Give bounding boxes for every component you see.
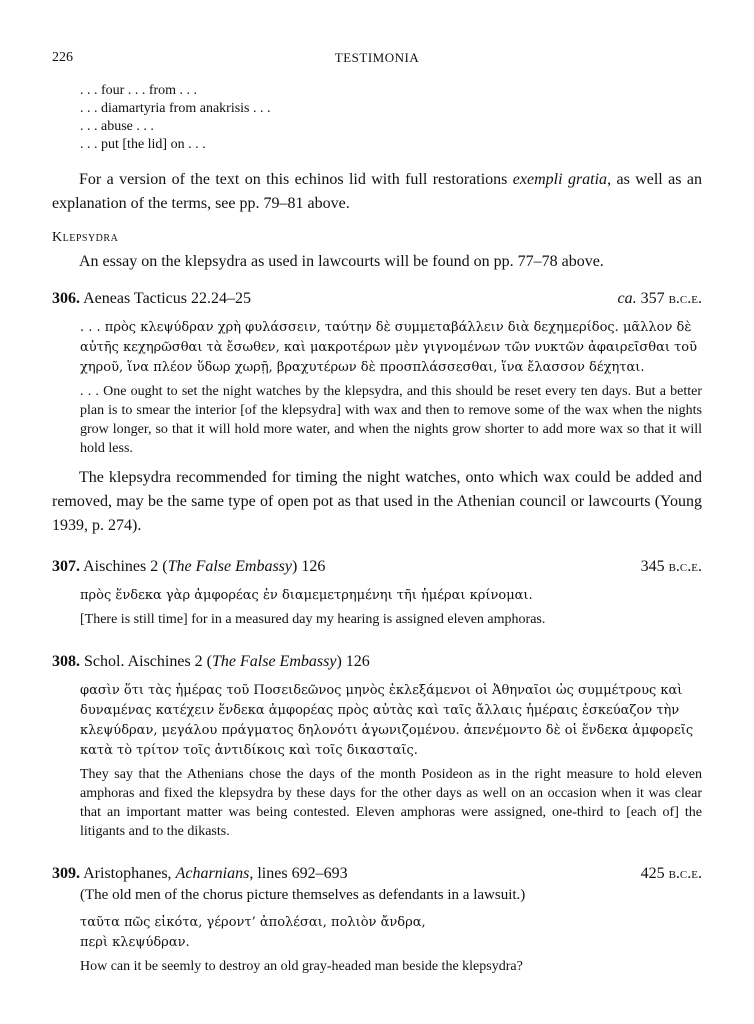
translation: How can it be seemly to destroy an old gray-headed man beside the klepsydra? xyxy=(80,959,523,974)
entry-heading xyxy=(52,288,702,310)
fragment-line: . . . abuse . . . xyxy=(80,119,154,134)
greek-line: χηροῦ, ἵνα πλέον ὕδωρ χωρῇ, βραχυτέρων δὲ προσπλάσσεσθαι, ἵνα ἔλασσον δέχηται. xyxy=(80,360,645,375)
page-number: 226 xyxy=(52,50,73,65)
entry-source: Aristophanes, xyxy=(83,865,176,882)
greek-line: φασὶν ὅτι τὰς ἡμέρας τοῦ Ποσειδεῶνος μηνὸς ἐκλεξάμενοι οἱ Ἀθηναῖοι ὡς συμμέτρους καὶ xyxy=(80,683,683,698)
entry-heading xyxy=(52,556,702,578)
entry-date: 345 b.c.e. xyxy=(640,558,702,575)
entry-source-end: ) 126 xyxy=(292,558,326,575)
running-title: TESTIMONIA xyxy=(334,50,420,65)
date-prefix: ca. xyxy=(617,290,637,307)
fragment-line: . . . diamartyria from anakrisis . . . xyxy=(80,101,271,116)
entry-307 xyxy=(52,556,702,629)
translation: . . . One ought to set the night watches by the klepsydra, and this should be reset every ten days. But a better plan is to smear the interior [of the klepsydra] with wax and then to remove some of the wax when the nights grow longer, so that it will hold more water, and when the nights grow shorter to add more wax so that it will hold less. xyxy=(80,384,702,456)
entry-number: 309. xyxy=(52,865,80,882)
greek-line: ταῦτα πῶς εἰκότα, γέροντ’ ἀπολέσαι, πολιὸν ἄνδρα, xyxy=(80,915,426,930)
greek-line: κατὰ τὸ τρίτον τοῖς ἀντιδίκοις καὶ τοῖς δικασταῖς. xyxy=(80,743,418,758)
entry-date: 425 b.c.e. xyxy=(640,865,702,882)
greek-line: . . . πρὸς κλεψύδραν χρὴ φυλάσσειν, ταύτην δὲ συμμεταβάλλειν διὰ δεχημερίδος. μᾶλλον δὲ xyxy=(80,320,692,335)
page-header xyxy=(52,50,702,72)
entry-number: 307. xyxy=(52,558,80,575)
fragment-line: . . . put [the lid] on . . . xyxy=(80,137,206,152)
intro-text: For a version of the text on this echinos lid with full restorations xyxy=(79,171,513,188)
intro-text-end: , as well as an explanation of the terms, see pp. 79–81 above. xyxy=(52,171,702,212)
page xyxy=(52,50,702,976)
entry-heading xyxy=(52,863,702,885)
entry-number: 306. xyxy=(52,290,80,307)
section-paragraph: An essay on the klepsydra as used in lawcourts will be found on pp. 77–78 above. xyxy=(79,253,604,270)
fragment-lines xyxy=(80,82,702,154)
entry-source-title: The False Embassy xyxy=(212,653,337,670)
translation: [There is still time] for in a measured day my hearing is assigned eleven amphoras. xyxy=(80,612,546,627)
fragment-line: . . . four . . . from . . . xyxy=(80,83,198,98)
entry-source-title: The False Embassy xyxy=(167,558,292,575)
entry-subtitle: (The old men of the chorus picture themselves as defendants in a lawsuit.) xyxy=(80,887,526,903)
entry-309 xyxy=(52,863,702,976)
entry-308 xyxy=(52,651,702,841)
entry-number: 308. xyxy=(52,653,80,670)
greek-text: πρὸς ἕνδεκα γὰρ ἀμφορέας ἐν διαμεμετρημένηι τῆι ἡμέραι κρίνομαι. xyxy=(80,588,533,603)
greek-line: κλεψύδραν, μεγάλου πράγματος δηλονότι ἀγωνιζομένου. ἀπενέμοντο δὲ οἱ ἕνδεκα ἀμφορεῖς xyxy=(80,723,694,738)
section-heading: Klepsydra xyxy=(52,230,119,245)
entry-306 xyxy=(52,288,702,538)
greek-text xyxy=(80,318,702,378)
entry-source-end: , lines 692–693 xyxy=(249,865,348,882)
entry-source-end: ) 126 xyxy=(336,653,370,670)
translation: They say that the Athenians chose the days of the month Posideon as in the right measure to hold eleven amphoras and fixed the klepsydra by these days for the other days as well on an occasion when it was clear that an important matter was being contested. Eleven amphoras were assigned, one-third to [each of] the litigants and to the dikasts. xyxy=(80,767,702,839)
commentary: The klepsydra recommended for timing the night watches, onto which wax could be added and removed, may be the same type of open pot as that used in the Athenian council or lawcourts (Young 1939, p. 274). xyxy=(52,469,702,534)
entry-date: 357 b.c.e. xyxy=(640,290,702,307)
entry-source: Schol. Aischines 2 ( xyxy=(84,653,212,670)
entry-source: Aischines 2 ( xyxy=(83,558,168,575)
greek-line: δυναμένας κατέχειν ἕνδεκα ἀμφορέας πρὸς αὐτὰς καὶ ταῖς ἄλλαις ἡμέραις ἐσκεύαζον τὴν xyxy=(80,703,680,718)
entry-heading xyxy=(52,651,702,673)
entry-source-title: Acharnians xyxy=(175,865,250,882)
entry-source: Aeneas Tacticus 22.24–25 xyxy=(83,290,251,307)
greek-line: αὐτῆς κεχηρῶσθαι τὰ ἔσωθεν, καὶ μακροτέρων μὲν γιγνομένων τῶν νυκτῶν ἀφαιρεῖσθαι τοῦ xyxy=(80,340,697,355)
intro-italic: exempli gratia xyxy=(512,171,608,188)
greek-text xyxy=(80,913,702,953)
intro-paragraph xyxy=(52,168,702,216)
greek-line: περὶ κλεψύδραν. xyxy=(80,935,190,950)
greek-text xyxy=(80,681,702,761)
